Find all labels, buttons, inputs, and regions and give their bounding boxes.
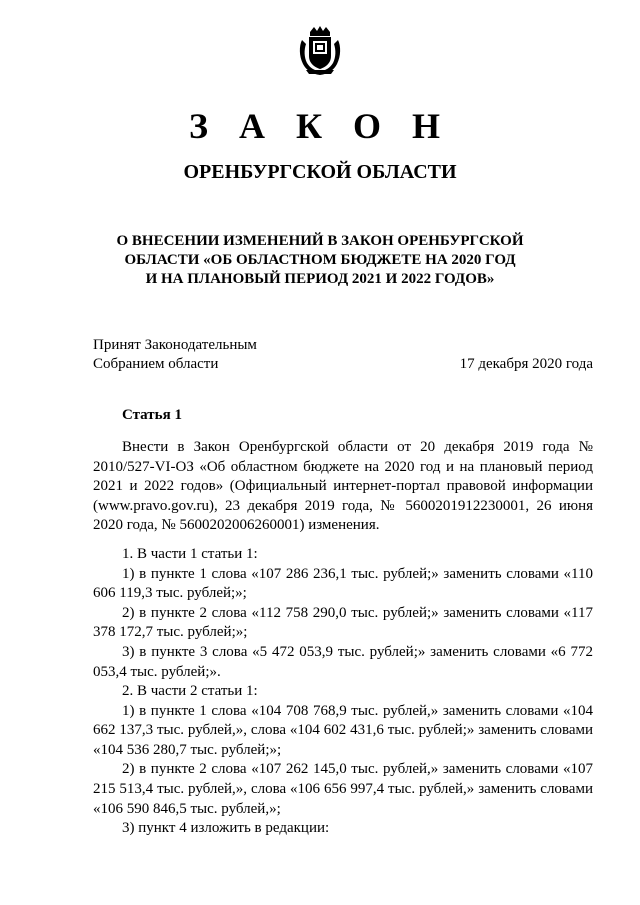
part-item: 3) в пункте 3 слова «5 472 053,9 тыс. рублей;» заменить словами «6 772 053,4 тыс. рублей;». [93, 643, 593, 680]
heading-line: ОБЛАСТИ «ОБ ОБЛАСТНОМ БЮДЖЕТЕ НА 2020 ГОД [124, 252, 516, 268]
part-2 [93, 682, 593, 839]
intro-paragraph: Внести в Закон Оренбургской области от 20 декабря 2019 года № 2010/527-VI-ОЗ «Об областном бюджете на 2020 год и на плановый период 2021 и 2022 годов» (Официальный интернет-портал правовой информации (www.pravo.gov.ru), 23 декабря 2019 года, № 5600201912230001, 26 июня 2020 года, № 5600202006260001) изменения. [93, 439, 593, 534]
adopted-line: Принят Законодательным [93, 337, 257, 353]
part-item: 2) в пункте 2 слова «107 262 145,0 тыс. рублей,» заменить словами «107 215 513,4 тыс. рублей,», слова «106 656 997,4 тыс. рублей,» заменить словами «106 590 846,5 тыс. рублей,»; [93, 761, 593, 817]
document-title: З А К О Н [188, 106, 452, 146]
document-subtitle: ОРЕНБУРГСКОЙ ОБЛАСТИ [183, 161, 457, 183]
part-item: 2) в пункте 2 слова «112 758 290,0 тыс. рублей;» заменить словами «117 378 172,7 тыс. рублей;»; [93, 604, 593, 641]
part-title: 1. В части 1 статьи 1: [122, 546, 258, 562]
article-title: Статья 1 [122, 407, 182, 423]
law-heading [100, 232, 540, 289]
part-title: 2. В части 2 статьи 1: [122, 683, 258, 699]
part-1 [93, 545, 593, 682]
coat-of-arms-icon [298, 26, 342, 76]
adopted-line: Собранием области [93, 356, 219, 372]
part-item: 1) в пункте 1 слова «104 708 768,9 тыс. рублей,» заменить словами «104 662 137,3 тыс. рублей,», слова «104 602 431,6 тыс. рублей;» заменить словами «104 536 280,7 тыс. рублей;»; [93, 702, 593, 758]
heading-line: О ВНЕСЕНИИ ИЗМЕНЕНИЙ В ЗАКОН ОРЕНБУРГСКОЙ [116, 233, 524, 249]
heading-line: И НА ПЛАНОВЫЙ ПЕРИОД 2021 И 2022 ГОДОВ» [145, 271, 495, 287]
part-item: 1) в пункте 1 слова «107 286 236,1 тыс. рублей;» заменить словами «110 606 119,3 тыс. рублей;»; [93, 565, 593, 602]
article-intro [93, 438, 593, 536]
adoption-date: 17 декабря 2020 года [459, 356, 593, 372]
part-item: 3) пункт 4 изложить в редакции: [122, 820, 330, 837]
adopted-by [93, 336, 257, 374]
